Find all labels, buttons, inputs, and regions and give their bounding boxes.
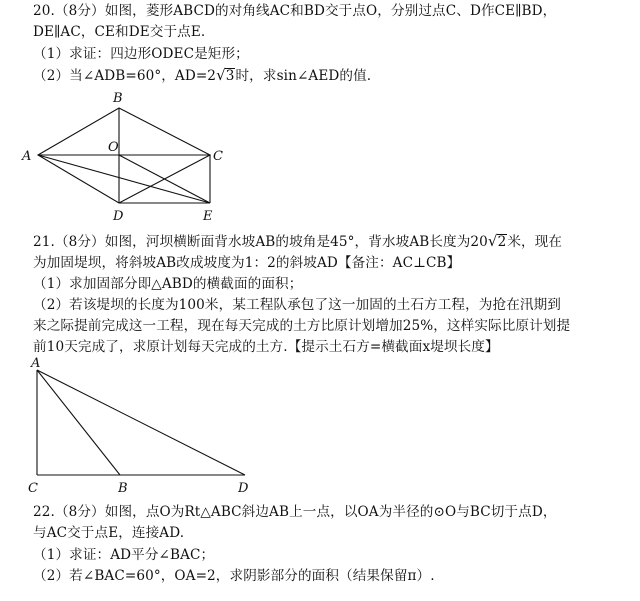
segment-ae xyxy=(38,155,210,203)
sqrt-icon: √ xyxy=(216,66,226,84)
q21-stem-prefix: 21.（8分）如图，河坝横断面背水坡AB的坡角是45°，背水坡AB长度为20 xyxy=(33,234,488,250)
q21-part2-line3: 前10天完成了，求原计划每天完成的土方.【提示土石方=横截面x堤坝长度】 xyxy=(33,339,499,355)
label-o: O xyxy=(108,140,119,155)
label-d-21: D xyxy=(238,481,249,496)
q20-part2-radicand: 3 xyxy=(225,68,235,84)
q21-stem-line1 xyxy=(33,232,562,251)
q22-part2: （2）若∠BAC=60°，OA=2，求阴影部分的面积（结果保留π）. xyxy=(33,568,435,584)
segment-ad xyxy=(37,370,245,475)
q21-stem-line2: 为加固堤坝，将斜坡AB改成坡度为1：2的斜坡AD【备注：AC⊥CB】 xyxy=(33,255,461,271)
q20-stem-line2: DE∥AC，CE和DE交于点E. xyxy=(33,24,206,40)
q22-stem-line1: 22.（8分）如图，点O为Rt△ABC斜边AB上一点，以OA为半径的⊙O与BC切于点D， xyxy=(33,504,557,520)
label-c-21: C xyxy=(28,481,38,496)
label-a-21: A xyxy=(31,356,41,371)
q20-part2-prefix: （2）当∠ADB=60°，AD=2 xyxy=(33,68,217,84)
label-e: E xyxy=(203,209,213,224)
q21-part1: （1）求加固部分即△ABD的横截面的面积； xyxy=(33,276,303,292)
q20-part2-suffix: 时，求sin∠AED的值. xyxy=(235,68,372,84)
label-c: C xyxy=(213,149,223,164)
q21-stem-radicand: 2 xyxy=(497,234,507,250)
q21-stem-suffix: 米，现在 xyxy=(507,234,563,250)
q20-stem-line1: 20.（8分）如图，菱形ABCD的对角线AC和BD交于点O，分别过点C、D作CE∥BD， xyxy=(33,3,557,19)
q20-part1: （1）求证：四边形ODEC是矩形； xyxy=(33,46,249,62)
sqrt-icon: √ xyxy=(487,232,498,250)
q21-part2-line2: 来之际提前完成这一工程，现在每天完成的土方比原计划增加25%，这样实际比原计划提 xyxy=(33,318,571,334)
label-b: B xyxy=(113,91,123,106)
q22-part1: （1）求证：AD平分∠BAC； xyxy=(33,547,215,563)
label-a: A xyxy=(22,149,32,164)
label-d: D xyxy=(113,209,124,224)
q22-stem-line2: 与AC交于点E，连接AD. xyxy=(33,525,185,541)
label-b-21: B xyxy=(118,481,128,496)
segment-ab xyxy=(37,370,120,475)
q21-part2-line1: （2）若该堤坝的长度为100米，某工程队承包了这一加固的土石方工程，为抢在汛期到 xyxy=(33,297,561,313)
